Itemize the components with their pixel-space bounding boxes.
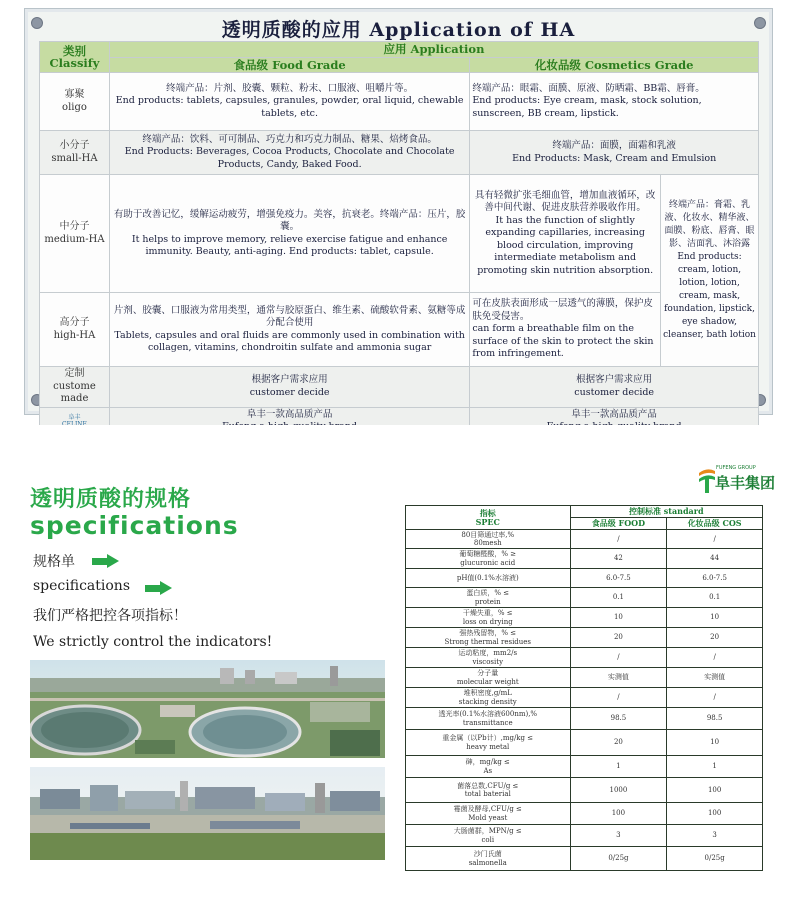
standard-header: 控制标准 standard [570, 506, 762, 518]
spec-row [406, 847, 763, 871]
spec-name-cn: 透光率(0.1%水溶液600nm),% [438, 710, 538, 718]
spec-sheet-label-cn: 规格单 [33, 554, 75, 570]
spec-name-cell [406, 708, 571, 730]
cos-value-cell: 44 [667, 549, 763, 569]
spec-name-cn: 干燥失重，% ≤ [462, 609, 513, 617]
spec-row [406, 825, 763, 847]
cos-value-cell: 20 [667, 628, 763, 648]
food-column-header: 食品级 FOOD [570, 518, 667, 530]
specification-table [405, 505, 763, 871]
food-value-cell: 20 [570, 730, 667, 756]
food-value-cell: 0/25g [570, 847, 667, 871]
cos-value-cell: 6.0-7.5 [667, 569, 763, 588]
spec-name-en: transmittance [462, 718, 513, 727]
application-header: 应用 Application [109, 42, 758, 58]
class-cell: 小分子 small-HA [40, 131, 110, 175]
spec-row [406, 648, 763, 668]
cosmetics-cell: 根据客户需求应用 customer decide [470, 367, 759, 408]
spec-name-cn: 沙门氏菌 [473, 850, 502, 858]
food-value-cell: 98.5 [570, 708, 667, 730]
factory-aerial-photo [30, 660, 385, 758]
spec-row [406, 803, 763, 825]
spec-row [406, 708, 763, 730]
spec-row [406, 756, 763, 778]
spec-name-en: As [483, 766, 493, 775]
spec-name-cell [406, 668, 571, 688]
spec-name-cell [406, 628, 571, 648]
cos-value-cell: / [667, 648, 763, 668]
spec-name-en: Strong thermal residues [444, 637, 532, 646]
specifications-section [0, 425, 790, 917]
spec-column-header: 指标 SPEC [406, 506, 571, 530]
cos-value-cell: / [667, 688, 763, 708]
spec-name-cn: 大肠菌群，MPN/g ≤ [453, 827, 522, 835]
factory-panorama-photo [30, 767, 385, 860]
spec-table-body [406, 530, 763, 871]
spec-name-en: heavy metal [466, 742, 510, 751]
food-cell: 有助于改善记忆，缓解运动疲劳，增强免疫力。美容，抗衰老。终端产品：压片，胶囊。 It helps to improve memory, relieve exercise fatigue and enhance immunity. Beauty, anti-aging. End products: tablet, capsule. [109, 175, 469, 293]
food-value-cell: / [570, 688, 667, 708]
spec-name-cell [406, 803, 571, 825]
spec-name-cell [406, 648, 571, 668]
spec-name-en: coli [481, 835, 495, 844]
spec-name-en: total baterial [464, 790, 511, 798]
spec-sheet-label-en: specifications [33, 578, 131, 594]
cos-value-cell: 实测值 [667, 668, 763, 688]
spec-name-en: salmonella [468, 858, 507, 867]
spec-name-cell [406, 569, 571, 588]
food-cell: 终端产品：片剂、胶囊、颗粒、粉末、口服液、咀嚼片等。 End products: tablets, capsules, granules, powder, oral liquid, chewable tablets, etc. [109, 73, 469, 131]
brand-logo: 阜丰 [40, 407, 110, 435]
application-section [0, 0, 790, 425]
cos-value-cell: 3 [667, 825, 763, 847]
food-value-cell: 1 [570, 756, 667, 778]
logo-text: 阜丰集团 [715, 474, 776, 492]
spec-name-cn: 菌落总数,CFU/g ≤ [457, 781, 519, 790]
spec-name-cell [406, 588, 571, 608]
food-value-cell: 6.0-7.5 [570, 569, 667, 588]
spec-name-cn: 砷，mg/kg ≤ [465, 758, 510, 766]
spec-row [406, 628, 763, 648]
cos-value-cell: 1 [667, 756, 763, 778]
control-statement-cn: 我们严格把控各项指标！ [33, 608, 187, 624]
spec-name-cell [406, 688, 571, 708]
food-value-cell: 10 [570, 608, 667, 628]
class-cell: 中分子 medium-HA [40, 175, 110, 293]
food-value-cell: / [570, 648, 667, 668]
spec-row [406, 730, 763, 756]
arrow-right-icon [92, 554, 120, 568]
fufeng-logo-icon [697, 465, 717, 495]
spec-row [406, 530, 763, 549]
food-value-cell: 20 [570, 628, 667, 648]
spec-name-en: molecular weight [456, 677, 519, 686]
cos-value-cell: 100 [667, 803, 763, 825]
spec-row [406, 588, 763, 608]
food-cell: 根据客户需求应用 customer decide [109, 367, 469, 408]
cos-value-cell: 100 [667, 778, 763, 803]
application-board [24, 8, 773, 421]
spec-name-cell [406, 756, 571, 778]
spec-title-en: specifications [30, 511, 239, 540]
food-value-cell: 100 [570, 803, 667, 825]
spec-name-en: loss on drying [462, 617, 513, 626]
spec-name-cn: 运动粘度，mm2/s [458, 649, 518, 657]
classify-header: 类别 Classify [40, 42, 110, 73]
application-table [39, 41, 759, 436]
spec-name-cn: 霉菌及酵母,CFU/g ≤ [453, 805, 522, 813]
spec-name-cell [406, 549, 571, 569]
spec-name-cn: 分子量 [477, 669, 499, 677]
class-cell: 定制 custome made [40, 367, 110, 408]
cosmetics-cell: 可在皮肤表面形成一层透气的薄膜，保护皮肤免受侵害。 can form a breathable film on the surface of the skin to protect the skin from infringement. [470, 293, 661, 367]
spec-row [406, 608, 763, 628]
spec-title-cn: 透明质酸的规格 [30, 487, 192, 512]
food-grade-header: 食品级 Food Grade [109, 57, 469, 73]
food-value-cell: / [570, 530, 667, 549]
food-value-cell: 实测值 [570, 668, 667, 688]
cosmetics-grade-header: 化妆品级 Cosmetics Grade [470, 57, 759, 73]
cos-value-cell: 98.5 [667, 708, 763, 730]
food-value-cell: 3 [570, 825, 667, 847]
spec-name-cell [406, 778, 571, 803]
cosmetics-cell: 终端产品：面膜，面霜和乳液 End Products: Mask, Cream and Emulsion [470, 131, 759, 175]
spec-name-cell [406, 530, 571, 549]
food-value-cell: 42 [570, 549, 667, 569]
spec-name-en: Mold yeast [468, 813, 508, 822]
spec-name-cn: 80目筛通过率,% [461, 530, 515, 539]
spec-name-cn: 强热残留物，% ≤ [459, 629, 517, 637]
class-cell: 寡聚 oligo [40, 73, 110, 131]
spec-name-en: viscosity [472, 657, 504, 666]
cosmetics-end-products-cell: 终端产品：膏霜、乳液、化妆水、精华液、面膜、粉底、唇膏、眼影、洁面乳、沐浴露 End products: cream, lotion, lotion, lotion, cream, mask, foundation, lipstick, eye shadow, cleanser, bath lotion [661, 175, 759, 367]
spec-name-cell [406, 847, 571, 871]
food-cell: 终端产品：饮料、可可制品、巧克力和巧克力制品、糖果、焙烤食品。 End Products: Beverages, Cocoa Products, Chocolate and Chocolate Products, Candy, Baked Food. [109, 131, 469, 175]
spec-name-en: 80mesh [473, 539, 502, 547]
spec-name-en: glucuronic acid [460, 558, 516, 567]
spec-name-en: protein [474, 597, 501, 606]
cosmetics-cell: 终端产品：眼霜、面膜、原液、防晒霜、BB霜、唇膏。 End products: Eye cream, mask, stock solution, sunscreen, BB cream, lipstick. [470, 73, 759, 131]
spec-name-cn: 重金属（以Pb计）,mg/kg ≤ [442, 734, 534, 742]
food-value-cell: 1000 [570, 778, 667, 803]
spec-row [406, 569, 763, 588]
spec-row [406, 549, 763, 569]
spec-name-en: stacking density [458, 697, 517, 706]
spec-row [406, 688, 763, 708]
cosmetics-cell: 具有轻微扩张毛细血管，增加血液循环，改善中间代谢、促进皮肤营养吸收作用。 It has the function of slightly expanding capillaries, increasing blood circulation, improving intermediate metabolism and promoting skin nutrition absorption. [470, 175, 661, 293]
control-statement-en: We strictly control the indicators! [33, 634, 273, 650]
cosmetics-cell: 阜丰一款高品质产品 [470, 407, 759, 435]
application-title: 透明质酸的应用 Application of HA [221, 19, 576, 41]
cos-value-cell: 0.1 [667, 588, 763, 608]
cos-column-header: 化妆品级 COS [667, 518, 763, 530]
spec-row [406, 668, 763, 688]
spec-name-cell [406, 608, 571, 628]
cos-value-cell: / [667, 530, 763, 549]
cos-value-cell: 10 [667, 608, 763, 628]
spec-name-cell [406, 730, 571, 756]
arrow-right-icon [145, 581, 173, 595]
cos-value-cell: 10 [667, 730, 763, 756]
logo-subtitle: FUFENG GROUP [716, 465, 756, 471]
food-value-cell: 0.1 [570, 588, 667, 608]
spec-name-cn: 蛋白质，% ≤ [466, 589, 510, 597]
spec-name-cn: pH值(0.1%水溶液) [456, 573, 519, 582]
spec-name-cn: 堆积密度,g/mL [463, 689, 512, 697]
spec-row [406, 778, 763, 803]
cos-value-cell: 0/25g [667, 847, 763, 871]
spec-name-cn: 葡萄糖醛酸，% ≥ [459, 550, 517, 558]
food-cell: 阜丰一款高品质产品 [109, 407, 469, 435]
class-cell: 高分子 high-HA [40, 293, 110, 367]
spec-name-cell [406, 825, 571, 847]
food-cell: 片剂、胶囊、口服液为常用类型，通常与胶原蛋白、维生素、硫酸软骨素、氨糖等成分配合使用 Tablets, capsules and oral fluids are commonly used in combination with collagen, vitamins, chondroitin sulfate and ammonia sugar [109, 293, 469, 367]
